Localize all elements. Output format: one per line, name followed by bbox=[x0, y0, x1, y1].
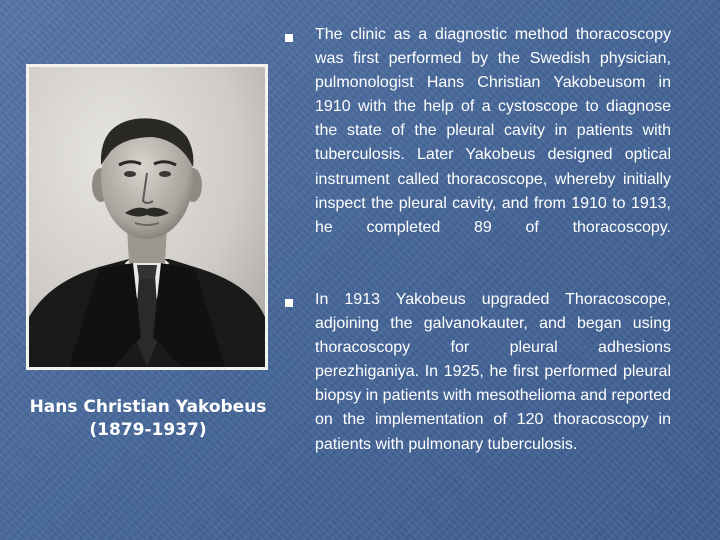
caption-years: (1879-1937) bbox=[89, 420, 207, 440]
portrait-image bbox=[29, 67, 265, 367]
bullet-paragraph-2: In 1913 Yakobeus upgraded Thoracoscope, adjoining the galvanokauter, and began using thoracoscopy for pleural adhesions perezhiganiya. In 1925, he first performed pleural biopsy in patients with mesothelioma and reported on the implementation of 120 thoracoscopy in patients with pulmonary tuberculosis. bbox=[315, 291, 671, 453]
portrait-photo bbox=[26, 64, 268, 370]
caption-name: Hans Christian Yakobeus bbox=[29, 397, 267, 417]
portrait-caption bbox=[14, 396, 282, 442]
bullet-marker bbox=[285, 299, 293, 307]
bullet-paragraph-1: The clinic as a diagnostic method thoracoscopy was first performed by the Swedish physician, pulmonologist Hans Christian Yakobeusom in 1910 with the help of a cystoscope to diagnose the state of the pleural cavity in patients with tuberculosis. Later Yakobeus designed optical instrument called thoracoscope, whereby initially inspect the pleural cavity, and from 1910 to 1913, he completed 89 of thoracoscopy. bbox=[315, 26, 671, 236]
bullet-marker bbox=[285, 34, 293, 42]
